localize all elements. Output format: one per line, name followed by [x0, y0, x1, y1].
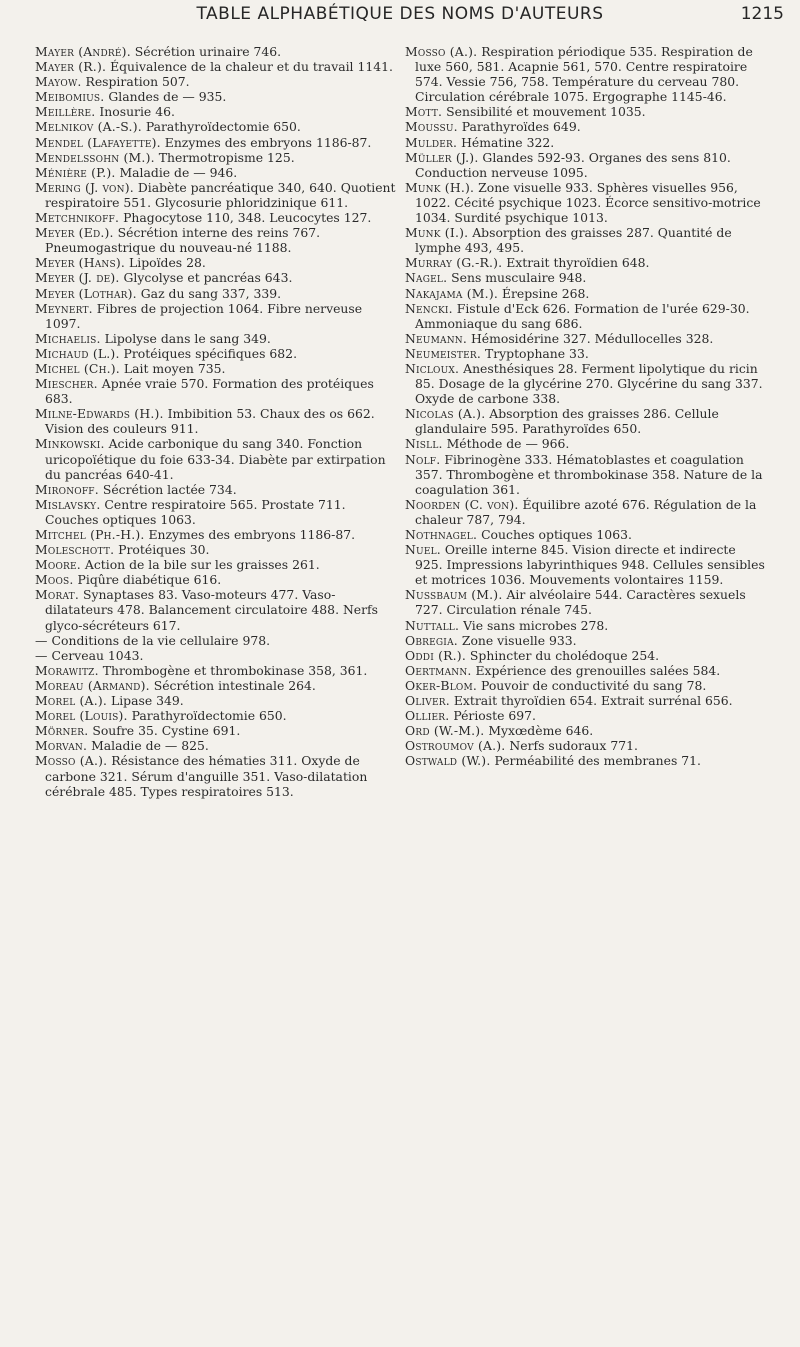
entry-text: Sécrétion intestinale 264.	[153, 677, 316, 693]
page-number: 1215	[740, 4, 784, 24]
entry-text: Glandes 592-93. Organes des sens 810. Conduction nerveuse 1095.	[415, 149, 731, 180]
index-entry	[405, 452, 767, 497]
author-name: Mislavsky.	[35, 496, 101, 512]
author-name: Mironoff.	[35, 481, 99, 497]
entry-text: Perméabilité des membranes 71.	[494, 753, 701, 769]
entry-text: Synaptases 83. Vaso-moteurs 477. Vaso-dilatateurs 478. Balancement circulatoire 488. Nerfs glyco-sécréteurs 617.	[45, 587, 378, 633]
author-name: Nagel.	[405, 270, 448, 286]
entry-text: Maladie de — 946.	[119, 164, 238, 180]
index-entry	[405, 119, 767, 134]
author-name: Nolf.	[405, 451, 441, 467]
author-name: Mörner.	[35, 723, 89, 739]
entry-text: Air alvéolaire 544. Caractères sexuels 727. Circulation rénale 745.	[415, 587, 746, 618]
entry-text: Équivalence de la chaleur et du travail 1141.	[110, 59, 393, 75]
entry-text: Protéiques 30.	[118, 542, 210, 558]
index-entry	[35, 557, 400, 572]
entry-text: Résistance des hématies 311. Oxyde de carbone 321. Sérum d'anguille 351. Vaso-dilatation cérébrale 485. Types respiratoires 513.	[45, 753, 368, 799]
index-entry	[405, 301, 767, 331]
page-header	[0, 0, 800, 40]
index-entry	[405, 270, 767, 285]
author-name: Oddi (R.).	[405, 647, 466, 663]
author-name: Morat.	[35, 587, 79, 603]
author-name: Nicolas (A.).	[405, 406, 486, 422]
author-name: Ord (W.-M.).	[405, 723, 485, 739]
author-name: Michel (Ch.).	[35, 360, 120, 376]
entry-text: Glycolyse et pancréas 643.	[123, 270, 293, 286]
index-entry	[35, 301, 400, 331]
author-name: Noorden (C. von).	[405, 496, 519, 512]
author-name: Mosso (A.).	[35, 753, 108, 769]
author-name: Oliver.	[405, 693, 450, 709]
author-name: Obregia.	[405, 632, 458, 648]
entry-text: Respiration périodique 535. Respiration de luxe 560, 581. Acapnie 561, 570. Centre respiratoire 574. Vessie 756, 758. Température du cerveau 780. Circulation cérébrale 1075. Ergographe 1145-46.	[415, 44, 753, 105]
entry-text: Centre respiratoire 565. Prostate 711. Couches optiques 1063.	[45, 496, 346, 527]
index-entry	[405, 406, 767, 436]
entry-text: Tryptophane 33.	[484, 345, 589, 361]
entry-text: Fistule d'Eck 626. Formation de l'urée 629-30. Ammoniaque du sang 686.	[415, 300, 750, 331]
index-entry	[35, 497, 400, 527]
author-name: Morvan.	[35, 738, 88, 754]
author-name: Meillère.	[35, 104, 96, 120]
author-name: Meyer (Lothar).	[35, 285, 137, 301]
index-entry	[405, 587, 767, 617]
author-name: Minkowski.	[35, 436, 105, 452]
author-name: Mitchel (Ph.-H.).	[35, 527, 145, 542]
index-entry	[405, 331, 767, 346]
entry-text: Soufre 35. Cystine 691.	[92, 723, 241, 739]
index-entry	[35, 74, 400, 89]
entry-text: Acide carbonique du sang 340. Fonction uricopoïétique du foie 633-34. Diabète par extirpation du pancréas 640-41.	[45, 436, 386, 482]
author-name: Oertmann.	[405, 662, 472, 678]
author-name: Moreau (Armand).	[35, 677, 150, 693]
author-name: Nicloux.	[405, 360, 460, 376]
entry-text: Protéiques spécifiques 682.	[123, 345, 298, 361]
author-name: Michaud (L.).	[35, 345, 120, 361]
index-entry	[35, 436, 400, 481]
index-entry	[35, 587, 400, 632]
index-entry	[35, 150, 400, 165]
entry-text: Expérience des grenouilles salées 584.	[475, 662, 721, 678]
entry-text: Gaz du sang 337, 339.	[140, 285, 282, 301]
index-entry	[405, 286, 767, 301]
author-name: Nuttall.	[405, 617, 460, 633]
author-name: Nencki.	[405, 300, 453, 316]
author-name: Mendel (Lafayette).	[35, 134, 161, 150]
index-entry	[405, 135, 767, 150]
index-entry	[35, 270, 400, 285]
author-name: Ménière (P.).	[35, 164, 116, 180]
author-name: Mayer (R.).	[35, 59, 107, 75]
page-title: TABLE ALPHABÉTIQUE DES NOMS D'AUTEURS	[196, 4, 604, 24]
index-entry	[35, 331, 400, 346]
index-entry	[35, 723, 400, 738]
entry-text: Vie sans microbes 278.	[463, 617, 609, 633]
entry-text: Parathyroïdectomie 650.	[131, 708, 287, 724]
entry-text: Zone visuelle 933. Sphères visuelles 956, 1022. Cécité psychique 1023. Écorce sensitivo-motrice 1034. Surdité psychique 1013.	[415, 179, 761, 226]
index-entry	[35, 44, 400, 59]
index-entry	[405, 255, 767, 270]
author-name: Nussbaum (M.).	[405, 587, 503, 603]
entry-text: Apnée vraie 570. Formation des protéiques 683.	[45, 376, 374, 407]
entry-text: Lipoïdes 28.	[129, 255, 206, 271]
entry-text: Lipolyse dans le sang 349.	[104, 330, 271, 346]
entry-text: Oreille interne 845. Vision directe et indirecte 925. Impressions labyrinthiques 948. Cellules sensibles et motrices 1036. Mouvements volontaires 1159.	[415, 542, 765, 588]
index-entry	[35, 255, 400, 270]
author-name: Murray (G.-R.).	[405, 255, 503, 271]
index-entry	[35, 663, 400, 678]
author-name: Meyer (Hans).	[35, 255, 126, 271]
author-name: Meyer (J. de).	[35, 270, 120, 286]
entry-text: Piqûre diabétique 616.	[77, 572, 222, 588]
entry-text: Lait moyen 735.	[123, 360, 226, 376]
entry-text: Parathyroïdectomie 650.	[145, 119, 301, 135]
author-name: Moore.	[35, 557, 81, 573]
author-name: Nuel.	[405, 542, 441, 558]
entry-text: Sens musculaire 948.	[451, 270, 587, 286]
entry-text: Parathyroïdes 649.	[461, 119, 581, 135]
index-entry	[35, 406, 400, 436]
author-name: Mosso (A.).	[405, 44, 478, 59]
author-name: Meynert.	[35, 300, 93, 316]
entry-text: Hémosidérine 327. Médullocelles 328.	[470, 330, 714, 346]
index-entry	[35, 361, 400, 376]
author-name: Nakajama (M.).	[405, 285, 498, 301]
entry-text: Myxœdème 646.	[488, 723, 594, 739]
entry-text: Enzymes des embryons 1186-87.	[164, 134, 372, 150]
author-name: Neumeister.	[405, 345, 481, 361]
index-entry	[405, 436, 767, 451]
entry-text: Maladie de — 825.	[91, 738, 209, 754]
entry-text: Thrombogène et thrombokinase 358, 361.	[102, 662, 368, 678]
index-entry	[405, 723, 767, 738]
entry-text: Lipase 349.	[110, 693, 184, 709]
author-name: Nothnagel.	[405, 527, 478, 542]
index-entry	[405, 104, 767, 119]
author-name: Mering (J. von).	[35, 179, 134, 195]
right-column	[405, 44, 767, 769]
entry-text: Action de la bile sur les graisses 261.	[84, 557, 320, 573]
author-name: Moleschott.	[35, 542, 115, 558]
entry-text: Pouvoir de conductivité du sang 78.	[480, 677, 707, 693]
author-name: Milne-Edwards (H.).	[35, 406, 164, 422]
entry-text: Équilibre azoté 676. Régulation de la chaleur 787, 794.	[415, 496, 757, 527]
author-name: Morel (Louis).	[35, 708, 128, 724]
entry-text: Méthode de — 966.	[446, 436, 570, 452]
author-name: Mendelssohn (M.).	[35, 149, 155, 165]
entry-text: Couches optiques 1063.	[481, 527, 632, 542]
index-entry	[35, 119, 400, 134]
index-entry	[35, 633, 400, 648]
index-entry	[35, 648, 400, 663]
entry-text: Sphincter du cholédoque 254.	[469, 647, 660, 663]
index-entry	[405, 225, 767, 255]
index-entry	[35, 376, 400, 406]
author-name: Mott.	[405, 104, 443, 120]
index-entry	[405, 180, 767, 225]
index-entry	[405, 497, 767, 527]
entry-text: Fibrinogène 333. Hématoblastes et coagulation 357. Thrombogène et thrombokinase 358. Nature de la coagulation 361.	[415, 451, 763, 497]
entry-text: Fibres de projection 1064. Fibre nerveuse 1097.	[45, 300, 363, 331]
index-entry	[35, 572, 400, 587]
entry-text: Conditions de la vie cellulaire 978.	[51, 632, 271, 648]
index-entry	[405, 693, 767, 708]
author-name: Meibomius.	[35, 89, 105, 105]
index-entry	[35, 286, 400, 301]
left-column	[35, 44, 400, 799]
index-entry	[35, 693, 400, 708]
author-name: Metchnikoff.	[35, 210, 120, 226]
entry-text: Sécrétion urinaire 746.	[134, 44, 282, 59]
index-entry	[405, 648, 767, 663]
entry-text: Glandes de — 935.	[108, 89, 227, 105]
author-name: —	[35, 647, 48, 663]
author-name: Mayer (André).	[35, 44, 131, 59]
index-entry	[35, 678, 400, 693]
author-name: Mulder.	[405, 134, 458, 150]
index-entry	[35, 346, 400, 361]
author-name: Müller (J.).	[405, 149, 479, 165]
index-entry	[35, 225, 400, 255]
author-name: Ostwald (W.).	[405, 753, 491, 769]
entry-text: Cerveau 1043.	[51, 647, 144, 663]
index-entry	[405, 738, 767, 753]
author-name: —	[35, 632, 48, 648]
index-entry	[405, 753, 767, 768]
entry-text: Érepsine 268.	[501, 285, 590, 301]
author-name: Munk (I.).	[405, 225, 469, 241]
entry-text: Sensibilité et mouvement 1035.	[446, 104, 646, 120]
entry-text: Diabète pancréatique 340, 640. Quotient respiratoire 551. Glycosurie phloridzinique 611.	[45, 179, 396, 210]
author-name: Ollier.	[405, 708, 450, 724]
index-entry	[35, 89, 400, 104]
author-name: Ostroumov (A.).	[405, 738, 506, 754]
author-name: Moos.	[35, 572, 74, 588]
index-entry	[405, 633, 767, 648]
index-entry	[35, 59, 400, 74]
index-entry	[35, 527, 400, 542]
author-name: Morawitz.	[35, 662, 99, 678]
index-entry	[405, 663, 767, 678]
entry-text: Périoste 697.	[453, 708, 536, 724]
entry-text: Anesthésiques 28. Ferment lipolytique du ricin 85. Dosage de la glycérine 270. Glycérine du sang 337. Oxyde de carbone 338.	[415, 360, 763, 407]
index-entry	[35, 165, 400, 180]
index-entry	[405, 618, 767, 633]
index-entry	[405, 678, 767, 693]
author-name: Moussu.	[405, 119, 458, 135]
entry-text: Respiration 507.	[85, 74, 190, 90]
index-entry	[405, 150, 767, 180]
entry-text: Phagocytose 110, 348. Leucocytes 127.	[123, 210, 372, 226]
author-name: Munk (H.).	[405, 179, 475, 195]
index-entry	[35, 542, 400, 557]
author-name: Melnikov (A.-S.).	[35, 119, 142, 135]
index-entry	[35, 708, 400, 723]
author-name: Miescher.	[35, 376, 98, 392]
index-entry	[35, 135, 400, 150]
entry-text: Thermotropisme 125.	[158, 149, 295, 165]
entry-text: Inosurie 46.	[99, 104, 175, 120]
index-entry	[405, 361, 767, 406]
author-name: Morel (A.).	[35, 693, 108, 709]
author-name: Michaelis.	[35, 330, 101, 346]
entry-text: Imbibition 53. Chaux des os 662. Vision des couleurs 911.	[45, 406, 375, 437]
index-entry	[35, 738, 400, 753]
entry-text: Nerfs sudoraux 771.	[509, 738, 638, 754]
index-entry	[405, 527, 767, 542]
index-entry	[405, 708, 767, 723]
entry-text: Absorption des graisses 286. Cellule glandulaire 595. Parathyroïdes 650.	[415, 406, 719, 437]
index-entry	[35, 753, 400, 798]
index-entry	[405, 44, 767, 104]
entry-text: Absorption des graisses 287. Quantité de lymphe 493, 495.	[415, 225, 732, 256]
entry-text: Enzymes des embryons 1186-87.	[148, 527, 356, 542]
index-entry	[35, 210, 400, 225]
index-entry	[35, 482, 400, 497]
entry-text: Extrait thyroïdien 654. Extrait surrénal 656.	[453, 693, 733, 709]
entry-text: Sécrétion lactée 734.	[102, 481, 237, 497]
entry-text: Extrait thyroïdien 648.	[506, 255, 650, 271]
author-name: Meyer (Ed.).	[35, 225, 114, 241]
index-entry	[35, 104, 400, 119]
entry-text: Zone visuelle 933.	[461, 632, 577, 648]
author-name: Nisll.	[405, 436, 443, 452]
entry-text: Sécrétion interne des reins 767. Pneumogastrique du nouveau-né 1188.	[45, 225, 321, 256]
index-entry	[405, 346, 767, 361]
author-name: Oker-Blom.	[405, 677, 478, 693]
author-name: Neumann.	[405, 330, 468, 346]
author-name: Mayow.	[35, 74, 82, 90]
index-entry	[35, 180, 400, 210]
entry-text: Hématine 322.	[461, 134, 555, 150]
index-entry	[405, 542, 767, 587]
